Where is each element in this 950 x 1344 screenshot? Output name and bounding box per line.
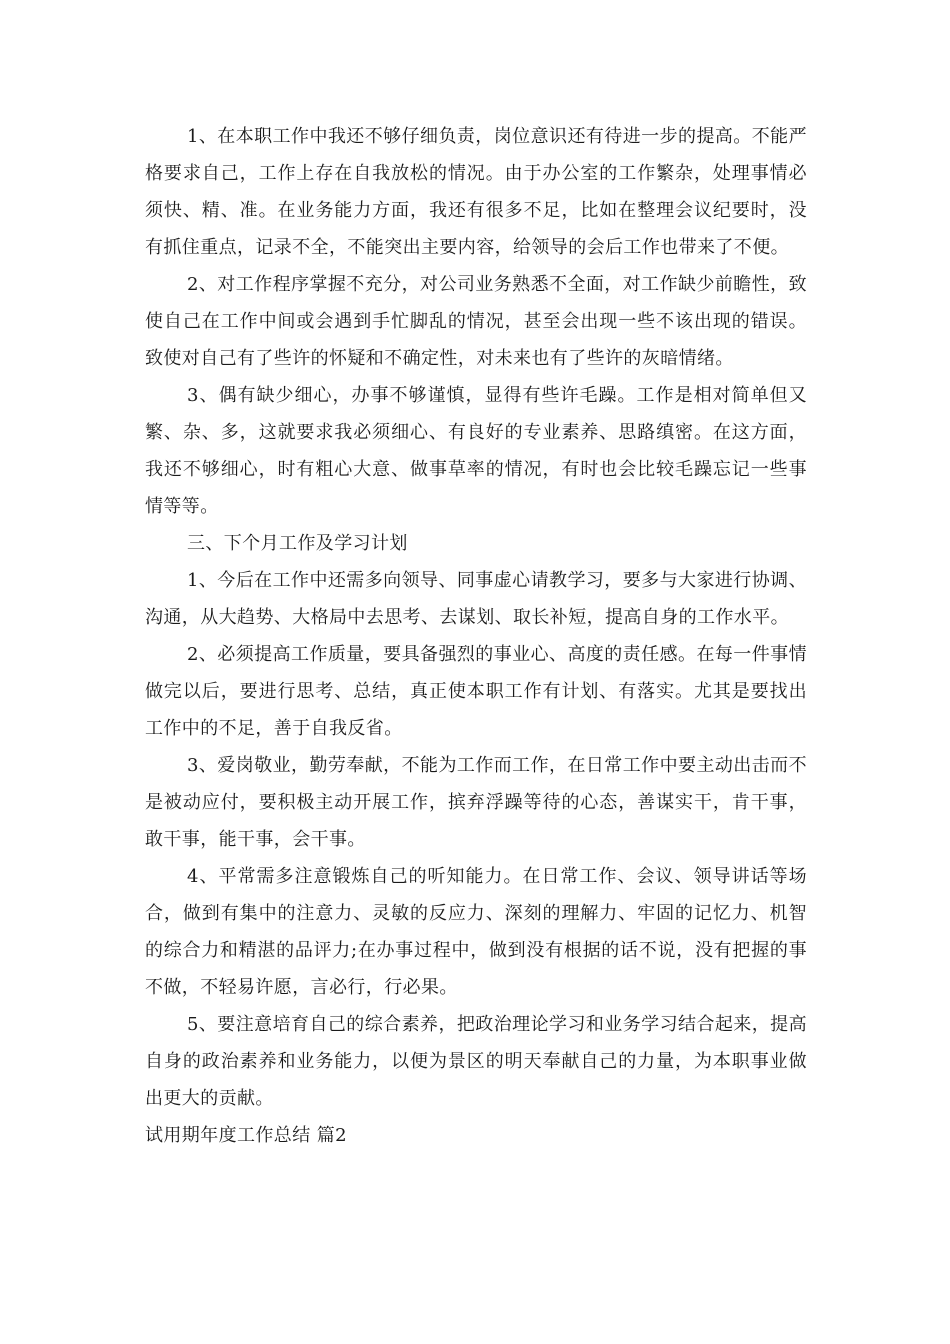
paragraph-shortcoming-3: 3、偶有缺少细心，办事不够谨慎，显得有些许毛躁。工作是相对简单但又繁、杂、多，这就要求我必须细心、有良好的专业素养、思路缜密。在这方面，我还不够细心，时有粗心大意、做事草率的情况，有时也会比较毛躁忘记一些事情等等。 [145,385,807,517]
section-heading-next-month-plan: 三、下个月工作及学习计划 [187,533,408,554]
paragraph-plan-3: 3、爱岗敬业，勤劳奉献，不能为工作而工作，在日常工作中要主动出击而不是被动应付，要积极主动开展工作，摈弃浮躁等待的心态，善谋实干，肯干事，敢干事，能干事，会干事。 [145,755,807,850]
paragraph-shortcoming-1: 1、在本职工作中我还不够仔细负责，岗位意识还有待进一步的提高。不能严格要求自己，工作上存在自我放松的情况。由于办公室的工作繁杂，处理事情必须快、精、准。在业务能力方面，我还有很多不足，比如在整理会议纪要时，没有抓住重点，记录不全，不能突出主要内容，给领导的会后工作也带来了不便。 [145,126,807,258]
document-body [145,118,807,1154]
next-article-title: 试用期年度工作总结 篇2 [145,1125,347,1146]
paragraph-plan-5: 5、要注意培育自己的综合素养，把政治理论学习和业务学习结合起来，提高自身的政治素养和业务能力，以便为景区的明天奉献自己的力量，为本职事业做出更大的贡献。 [145,1014,807,1109]
paragraph-plan-1: 1、今后在工作中还需多向领导、同事虚心请教学习，要多与大家进行协调、沟通，从大趋势、大格局中去思考、去谋划、取长补短，提高自身的工作水平。 [145,570,807,628]
paragraph-shortcoming-2: 2、对工作程序掌握不充分，对公司业务熟悉不全面，对工作缺少前瞻性，致使自己在工作中间或会遇到手忙脚乱的情况，甚至会出现一些不该出现的错误。致使对自己有了些许的怀疑和不确定性，对未来也有了些许的灰暗情绪。 [145,274,807,369]
paragraph-plan-2: 2、必须提高工作质量，要具备强烈的事业心、高度的责任感。在每一件事情做完以后，要进行思考、总结，真正使本职工作有计划、有落实。尤其是要找出工作中的不足，善于自我反省。 [145,644,807,739]
paragraph-plan-4: 4、平常需多注意锻炼自己的听知能力。在日常工作、会议、领导讲话等场合，做到有集中的注意力、灵敏的反应力、深刻的理解力、牢固的记忆力、机智的综合力和精湛的品评力;在办事过程中，做到没有根据的话不说，没有把握的事不做，不轻易许愿，言必行，行必果。 [145,866,807,998]
